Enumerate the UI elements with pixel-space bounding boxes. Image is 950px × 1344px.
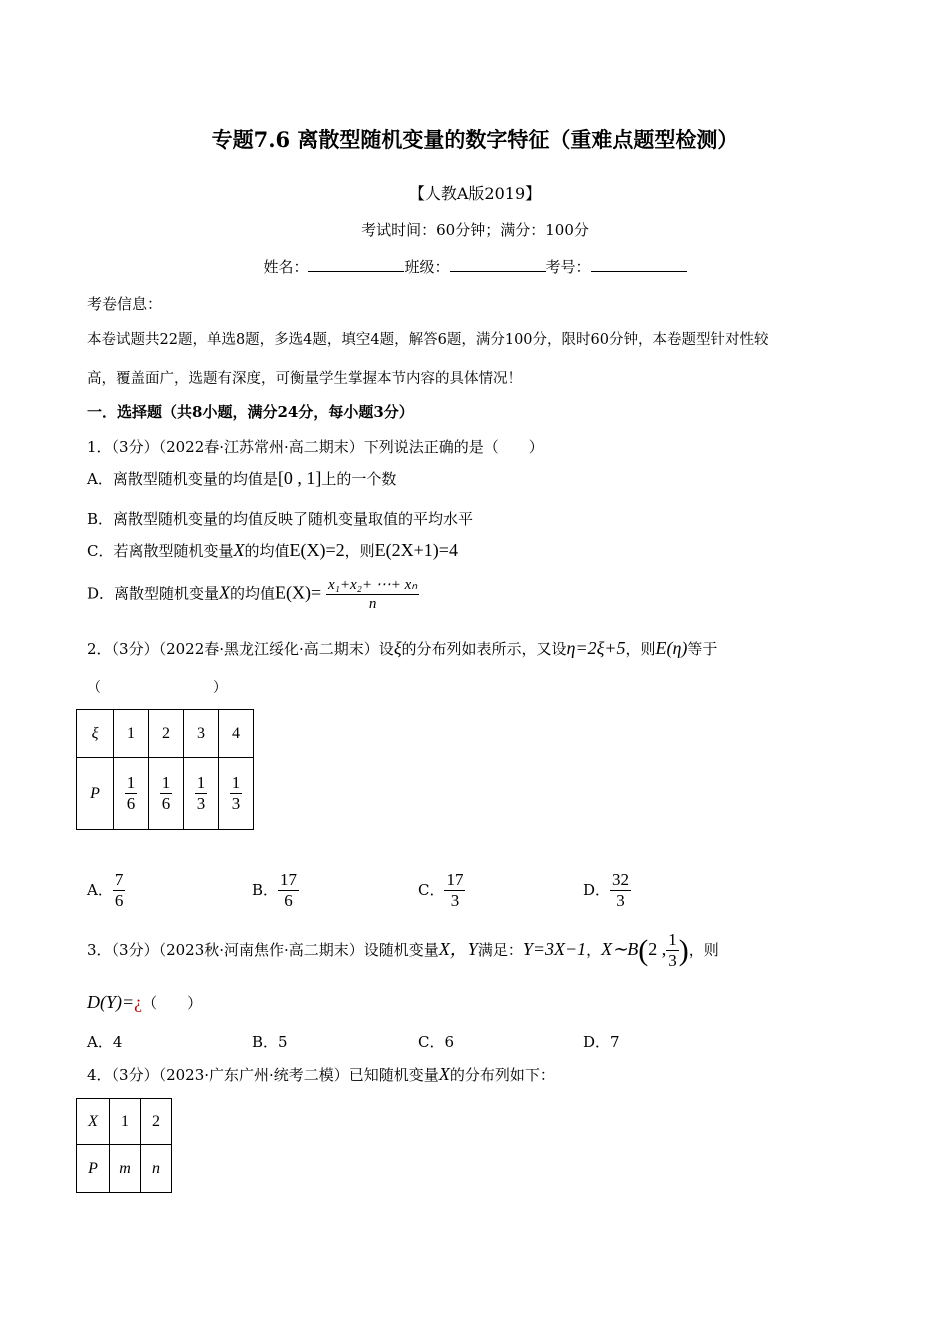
table-cell: m [110,1145,141,1193]
q1-option-c: C．若离散型随机变量X的均值E(X)=2，则E(2X+1)=4 [87,540,458,560]
q3-stem: 3．（3分）（2023秋·河南焦作·高二期末）设随机变量X，Y满足：Y=3X−1，X∼B(2 , $\frac{1}{3}$ )，则 [87,930,719,971]
table-cell: X [77,1099,110,1145]
q3-option-b: B．5 [252,1033,288,1051]
section-heading: 一．选择题（共8小题，满分24分，每小题3分） [87,403,414,421]
exam-info-label: 考卷信息： [87,295,163,313]
q1-stem: 1．（3分）（2022春·江苏常州·高二期末）下列说法正确的是（ ） [87,438,544,456]
table-cell: 2 [141,1099,172,1145]
q3-eq1: Y=3X−1 [522,938,587,959]
q1-c-math2: E(2X+1)=4 [374,540,458,560]
table-cell: 1 [114,710,149,758]
q3-eq2: X∼B [601,938,639,959]
name-label: 姓名： [263,258,309,276]
class-blank [450,257,546,272]
exam-info-line2: 高，覆盖面广，选题有深度，可衡量学生掌握本节内容的具体情况！ [87,371,522,387]
id-label: 考号： [545,258,591,276]
q1-option-d: D．离散型随机变量X的均值E(X)= $\frac{\text{x₁+x₂+ ⋯+ xₙ}}{n}$ [87,577,418,612]
table-cell: n [141,1145,172,1193]
q1-c-math1: E(X)=2 [289,540,345,560]
q2-option-c: C． $\frac{17}{3}$ [418,870,464,911]
table-cell: P [77,758,114,830]
q1-d-lhs: E(X)= [275,582,322,603]
q3-option-c: C．6 [418,1033,455,1051]
id-blank [591,257,687,272]
q3-line2: D(Y)=¿（ ） [87,992,203,1012]
table-cell: ξ [77,710,114,758]
table-cell: $\frac{1}{3}$ [219,758,254,830]
table-cell: $\frac{1}{6}$ [149,758,184,830]
q4-distribution-table [76,1098,172,1193]
q2-option-b: B． $\frac{17}{6}$ [252,870,298,911]
table-cell: 4 [219,710,254,758]
table-cell: 2 [149,710,184,758]
class-label: 班级： [404,258,450,276]
name-blank [308,257,404,272]
q4-stem: 4．（3分）（2023·广东广州·统考二模）已知随机变量X的分布列如下： [87,1064,555,1084]
q2-stem: 2．（3分）（2022春·黑龙江绥化·高二期末）设ξ的分布列如表所示，又设η=2ξ+5，则E(η)等于 [87,638,718,658]
q2-option-d: D． $\frac{32}{3}$ [583,870,630,911]
table-cell: $\frac{1}{3}$ [184,758,219,830]
table-cell: P [77,1145,110,1193]
edition: 【人教A版2019】 [408,184,542,203]
q2-option-a: A． $\frac{7}{6}$ [87,870,124,911]
q1-option-a: A．离散型随机变量的均值是[0 , 1]上的一个数 [87,468,397,488]
q3-d-y: D(Y)= [87,992,135,1012]
table-cell: 3 [184,710,219,758]
q3-option-d: D．7 [583,1033,620,1051]
exam-info-line1: 本卷试题共22题，单选8题，多选4题，填空4题，解答6题，满分100分，限时60分钟，本卷题型针对性较 [87,332,769,348]
exam-time: 考试时间：60分钟；满分：100分 [361,221,589,239]
q2-e-eta: E(η) [655,638,688,658]
student-info [0,256,950,277]
q1-d-fraction: $\frac{\text{x₁+x₂+ ⋯+ xₙ}}{n}$ [327,577,418,612]
page-title: 专题7.6 离散型随机变量的数字特征（重难点题型检测） [211,127,739,152]
q3-option-a: A．4 [87,1033,123,1051]
q2-eta-eq: η=2ξ+5 [566,638,626,658]
q2-paren: （ ） [87,680,227,696]
table-cell: $\frac{1}{6}$ [114,758,149,830]
q1-a-math: [0 , 1] [277,468,322,488]
table-cell: 1 [110,1099,141,1145]
q1-option-b: B．离散型随机变量的均值反映了随机变量取值的平均水平 [87,510,474,528]
q2-distribution-table [76,709,254,830]
